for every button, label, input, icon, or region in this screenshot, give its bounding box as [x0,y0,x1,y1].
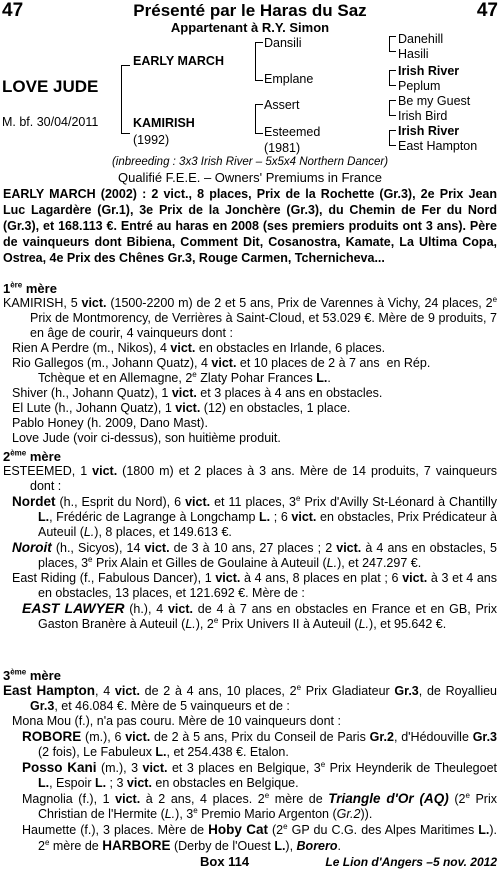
dam-dam: Esteemed [264,125,321,139]
dam-dam-year: (1981) [264,141,301,155]
lot-number-left: 47 [2,0,24,21]
box-number: Box 114 [200,854,250,869]
qualification-line: Qualifié F.E.E. – Owners' Premiums in France [117,170,382,185]
sire-dam: Emplane [264,72,314,86]
pedigree-bracket-dam [255,104,263,134]
dam-name: KAMIRISH [133,116,195,130]
pedigree-bracket-g3-3 [389,100,396,116]
sire-sire: Dansili [264,36,302,50]
lot-number-right: 47 [476,0,498,21]
g3-1: Danehill [398,32,444,46]
consignor-title: Présenté par le Haras du Saz [133,1,367,20]
pedigree-bracket-1 [121,65,130,134]
sale-info: Le Lion d'Angers –5 nov. 2012 [325,855,497,869]
pedigree-bracket-sire [255,42,263,81]
first-dam-section: 1ère mère KAMIRISH, 5 vict. (1500-2200 m) de 2 et 5 ans, Prix de Varennes à Vichy, 24 places, 2e Prix de Montmorency, de Verrières à Saint-Cloud, et 53.029 €. Mère de 9 produits, 7 en âge de courir, 4 vainqueurs dont : Rien A Perdre (m., Nikos), 4 vict. en obstacles en Irlande, 6 places. Rio Gallegos (m., Johann Quatz), 4 vict. et 10 places de 2 à 7 ans en Rép. Tchèque et en Allemagne, 2e Zlaty Pohar Frances L.. Shiver (h., Johann Quatz), 1 vict. et 3 places à 4 ans en obstacles. El Lute (h., Johann Quatz), 1 vict. (12) en obstacles, 1 place. Pablo Honey (h. 2009, Dano Mast). Love Jude (voir ci-dessus), son huitième produit. [3,280,498,445]
sire-paragraph: EARLY MARCH (2002) : 2 vict., 8 places, Prix de la Rochette (Gr.3), 2e Prix Jean Luc Lagardère (Gr.1), 3e Prix de la Jonchère (Gr.3), du Chemin de Fer du Nord (Gr.3), et 168.113 €. Entré au haras en 2008 (ses premiers produits ont 3 ans). Père de vainqueurs dont Bibiena, Comment Dit, Cosanostra, Kamate, La Ultima Copa, Ostrea, 4e Prix des Chênes Gr.3, Rouge Carmen, Tchernicheva... [3,187,497,265]
g3-8: East Hampton [398,139,478,153]
inbreeding-note: (inbreeding : 3x3 Irish River – 5x5x4 Northern Dancer) [111,156,389,168]
g3-3: Irish River [398,64,460,78]
first-dam-heading: 1ère mère [3,280,57,296]
g3-5: Be my Guest [398,94,471,108]
g3-6: Irish Bird [398,109,448,123]
third-dam-section: 3ème mère East Hampton, 4 vict. de 2 à 4 ans, 10 places, 2e Prix Gladiateur Gr.3, de Royallieu Gr.3, et 46.084 €. Mère de 5 vainqueurs et de : Mona Mou (f.), n'a pas couru. Mère de 10 vainqueurs dont : ROBORE (m.), 6 vict. de 2 à 5 ans, Prix du Conseil de Paris Gr.2, d'Hédouville Gr.3 (2 fois), Le Fabuleux L., et 254.438 €. Etalon. Posso Kani (m.), 3 vict. et 3 places en Belgique, 3e Prix Heynderik de Theulegoet L., Espoir L. ; 3 vict. en obstacles en Belgique. Magnolia (f.), 1 vict. à 2 ans, 4 places. 2e mère de Triangle d'Or (AQ) (2e Prix Christian de l'Hermite (L.), 3e Premio Mario Argenton (Gr.2)). Haumette (f.), 3 places. Mère de Hoby Cat (2e GP du C.G. des Alpes Maritimes L.). 2e mère de HARBORE (Derby de l'Ouest L.), Borero. [3,667,498,853]
second-dam-heading: 2ème mère [3,448,61,464]
dam-sire: Assert [264,98,300,112]
pedigree-bracket-g3-1 [389,36,396,52]
g3-4: Peplum [398,79,441,93]
owner-line: Appartenant à R.Y. Simon [170,20,330,35]
horse-name: LOVE JUDE [2,77,99,96]
sire-name: EARLY MARCH [133,54,224,68]
third-dam-heading: 3ème mère [3,667,61,683]
g3-2: Hasili [398,47,429,61]
horse-details: M. bf. 30/04/2011 [2,115,99,129]
dam-year: (1992) [133,133,170,147]
pedigree-bracket-g3-4 [389,130,396,146]
pedigree-bracket-g3-2 [389,70,396,86]
second-dam-section: 2ème mère ESTEEMED, 1 vict. (1800 m) et 2 places à 3 ans. Mère de 14 produits, 7 vainqueurs dont : Nordet (h., Esprit du Nord), 6 vict. et 11 places, 3e Prix d'Avilly St-Léonard à Chantilly L., Frédéric de Lagrange à Longchamp L. ; 6 vict. en obstacles, Prix Prédicateur à Auteuil (L.), 8 places, et 149.613 €. Noroit (h., Sicyos), 14 vict. de 3 à 10 ans, 27 places ; 2 vict. à 4 ans en obstacles, 5 places, 3e Prix Alain et Gilles de Goulaine à Auteuil (L.), et 247.297 €. East Riding (f., Fabulous Dancer), 1 vict. à 4 ans, 8 places en plat ; 6 vict. à 3 et 4 ans en obstacles, 13 places, et 121.692 €. Mère de : EAST LAWYER (h.), 4 vict. de 4 à 7 ans en obstacles en France et en GB, Prix Gaston Branère à Auteuil (L.), 2e Prix Univers II à Auteuil (L.), et 95.642 €. [3,448,497,631]
g3-7: Irish River [398,124,460,138]
